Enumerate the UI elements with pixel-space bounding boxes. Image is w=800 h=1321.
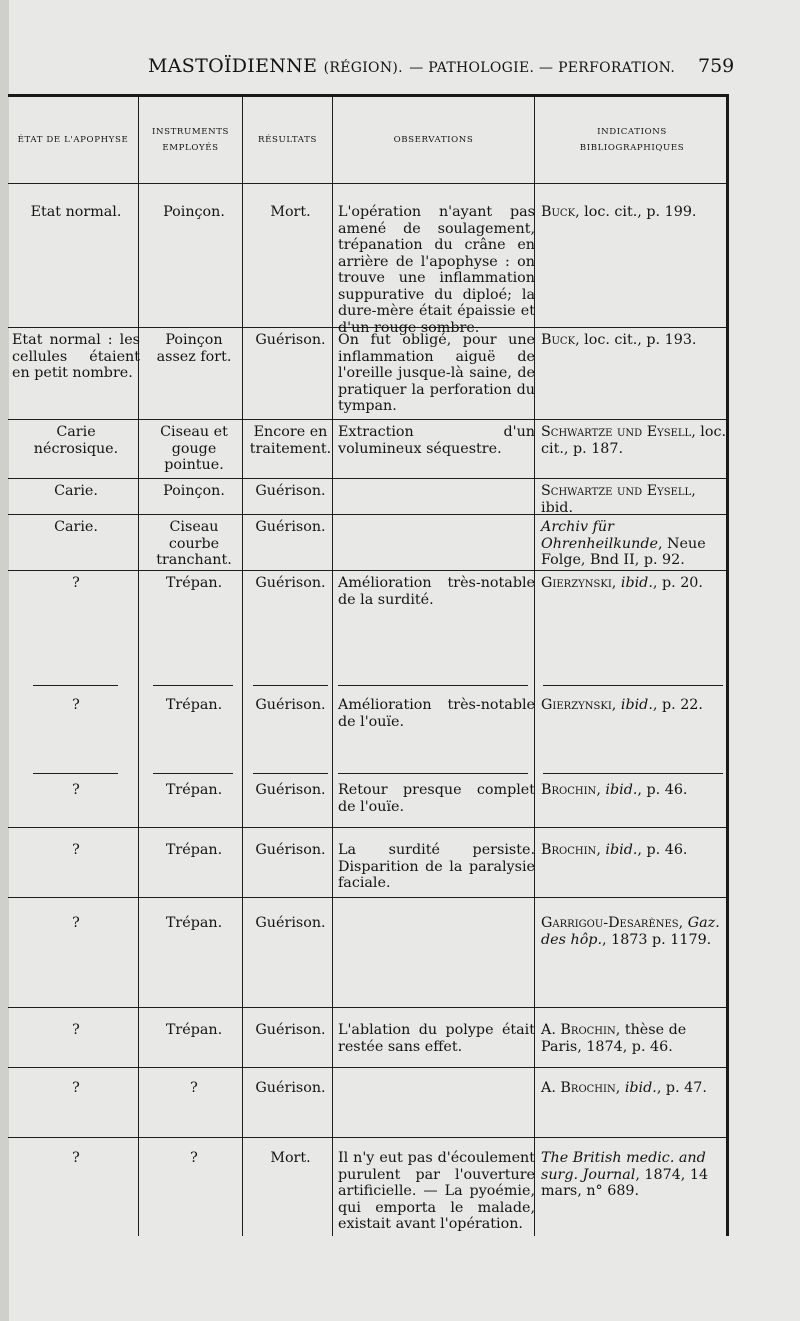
row-separator <box>139 514 242 515</box>
row-separator <box>253 773 328 774</box>
cases-table <box>8 94 729 1236</box>
row-separator <box>535 897 729 898</box>
row-separator <box>253 685 328 686</box>
biblio-sep: , <box>596 782 606 798</box>
biblio-rest: , thèse de Paris, 1874, p. 46. <box>541 1022 687 1055</box>
column-rule <box>138 97 139 1236</box>
title-main: MASTOÏDIENNE <box>148 55 318 77</box>
row-separator <box>333 827 534 828</box>
cell-observation: Amélioration très-notable de l'ouïe. <box>338 697 535 730</box>
row-separator <box>33 773 118 774</box>
biblio-sep: , <box>678 915 688 931</box>
cell-instrument: Ciseau et gouge pointue. <box>160 424 228 473</box>
header-indications <box>535 97 729 183</box>
row-separator <box>243 1137 332 1138</box>
row-separator <box>535 419 729 420</box>
row-separator <box>535 570 729 571</box>
cell-bibliography <box>539 332 727 349</box>
row-separator <box>535 478 729 479</box>
row-separator <box>8 478 138 479</box>
biblio-author: Brochin <box>560 1022 616 1038</box>
row-separator <box>535 327 729 328</box>
cell-etat: ? <box>72 842 80 858</box>
biblio-prefix: A. <box>541 1080 561 1096</box>
row-separator <box>535 1067 729 1068</box>
header-resultats <box>243 97 332 183</box>
cell-etat: ? <box>72 1080 80 1096</box>
page-number: 759 <box>698 55 735 77</box>
cell-instrument: Poinçon. <box>163 204 225 220</box>
cell-etat: Carie. <box>54 483 98 499</box>
row-separator <box>33 685 118 686</box>
cell-instrument: Trépan. <box>165 1022 223 1038</box>
row-separator <box>243 327 332 328</box>
row-separator <box>139 327 242 328</box>
header-observations <box>333 97 534 183</box>
cell-bibliography <box>539 483 727 516</box>
header-resultats-label: RÉSULTATS <box>258 134 317 145</box>
biblio-sep: , <box>611 575 621 591</box>
cell-instrument: Trépan. <box>165 842 223 858</box>
row-separator <box>333 1067 534 1068</box>
cell-observation: L'ablation du polype était restée sans effet. <box>338 1022 535 1055</box>
biblio-italic: ibid. <box>620 575 653 591</box>
biblio-author: Gierzynski <box>541 697 612 713</box>
cell-etat: ? <box>72 1022 80 1038</box>
cell-bibliography <box>539 575 727 592</box>
header-indications-line2: BIBLIOGRAPHIQUES <box>579 143 685 153</box>
row-separator <box>338 773 528 774</box>
cell-observation: L'opération n'ayant pas amené de soulagement, trépanation du crâne en arrière de l'apophyse : on trouve une inflammation suppurative du diploé; la dure-mère était épaissie et d'un rouge sombre. <box>338 204 535 336</box>
row-separator <box>338 685 528 686</box>
row-separator <box>543 773 723 774</box>
row-separator <box>8 327 138 328</box>
cell-instrument: Poinçon assez fort. <box>156 332 232 365</box>
cell-etat: ? <box>72 575 80 591</box>
biblio-author: Schwartze und Eysell <box>541 424 692 440</box>
row-separator <box>333 897 534 898</box>
cell-bibliography <box>539 842 727 859</box>
biblio-italic: ibid. <box>624 1080 657 1096</box>
header-indications-line1: INDICATIONS <box>597 126 667 137</box>
biblio-author: Schwartze und Eysell <box>541 483 692 499</box>
row-separator <box>8 514 138 515</box>
biblio-italic: ibid. <box>605 782 638 798</box>
cell-bibliography <box>539 424 727 457</box>
row-separator <box>8 897 138 898</box>
biblio-prefix: A. <box>541 1022 561 1038</box>
cell-instrument: Ciseau courbe tranchant. <box>156 519 232 568</box>
row-separator <box>243 514 332 515</box>
row-separator <box>333 1007 534 1008</box>
cell-bibliography <box>539 697 727 714</box>
cell-etat: Carie nécrosique. <box>33 424 119 457</box>
cell-resultat: Guérison. <box>255 915 326 931</box>
row-separator <box>333 570 534 571</box>
row-separator <box>543 685 723 686</box>
row-separator <box>8 827 138 828</box>
row-separator <box>535 1137 729 1138</box>
biblio-rest: , ibid. <box>541 483 696 516</box>
row-separator <box>153 773 233 774</box>
row-separator <box>535 827 729 828</box>
row-separator <box>139 570 242 571</box>
biblio-rest: , 1873 p. 1179. <box>602 931 712 948</box>
running-title <box>148 55 675 77</box>
header-rule <box>8 183 726 184</box>
title-paren: (RÉGION). <box>323 60 403 76</box>
cell-resultat: Guérison. <box>255 842 326 858</box>
cell-resultat: Guérison. <box>255 697 326 713</box>
biblio-author: Brochin <box>541 782 597 798</box>
cell-bibliography <box>539 782 727 799</box>
cell-resultat: Encore en traitement. <box>249 424 332 457</box>
cell-resultat: Guérison. <box>255 1022 326 1038</box>
cell-resultat: Guérison. <box>255 483 326 499</box>
row-separator <box>8 1137 138 1138</box>
cell-bibliography <box>539 1022 727 1055</box>
cell-resultat: Guérison. <box>255 575 326 591</box>
cell-resultat: Mort. <box>270 204 311 220</box>
row-separator <box>139 478 242 479</box>
row-separator <box>333 419 534 420</box>
cell-bibliography <box>539 915 727 948</box>
row-separator <box>8 1007 138 1008</box>
row-separator <box>333 514 534 515</box>
column-rule <box>242 97 243 1236</box>
row-separator <box>243 478 332 479</box>
row-separator <box>243 570 332 571</box>
header-instruments-line1: INSTRUMENTS <box>151 126 230 137</box>
biblio-italic: Gaz. des hôp. <box>541 915 720 948</box>
biblio-author: Brochin <box>560 1080 616 1096</box>
cell-observation: Amélioration très-notable de la surdité. <box>338 575 535 608</box>
header-etat-label: ÉTAT DE L'APOPHYSE <box>17 134 129 145</box>
row-separator <box>243 1067 332 1068</box>
cell-resultat: Guérison. <box>255 519 326 535</box>
row-separator <box>153 685 233 686</box>
cell-observation: On fut obligé, pour une inflammation aiguë de l'oreille jusque-là saine, de pratiquer la perforation du tympan. <box>338 332 535 414</box>
row-separator <box>139 419 242 420</box>
biblio-author: Buck <box>541 332 576 348</box>
biblio-author: Brochin <box>541 842 597 858</box>
row-separator <box>535 1007 729 1008</box>
cell-observation: Extraction d'un volumineux séquestre. <box>338 424 535 457</box>
biblio-italic: The British medic. and surg. Journal <box>541 1150 706 1183</box>
cell-etat: Etat normal. <box>30 204 122 220</box>
row-separator <box>8 419 138 420</box>
biblio-rest: , p. 46. <box>637 782 688 798</box>
cell-etat: ? <box>72 915 80 931</box>
row-separator <box>8 1067 138 1068</box>
cell-instrument: Trépan. <box>165 782 223 798</box>
header-instruments-line2: EMPLOYÉS <box>162 143 219 153</box>
row-separator <box>139 827 242 828</box>
cell-etat: Etat normal : les cellules étaient en petit nombre. <box>12 332 140 381</box>
cell-instrument: Trépan. <box>165 575 223 591</box>
row-separator <box>8 570 138 571</box>
row-separator <box>139 897 242 898</box>
row-separator <box>243 897 332 898</box>
biblio-italic: ibid. <box>620 697 653 713</box>
row-separator <box>243 827 332 828</box>
biblio-author: Garrigou-Desarènes <box>541 915 679 931</box>
biblio-sep: , <box>615 1080 625 1096</box>
biblio-rest: , p. 46. <box>637 842 688 858</box>
biblio-sep: , <box>596 842 606 858</box>
row-separator <box>243 419 332 420</box>
cell-bibliography <box>539 519 727 569</box>
biblio-rest: , loc. cit., p. 193. <box>575 332 697 348</box>
biblio-rest: , loc. cit., p. 187. <box>541 424 727 457</box>
cell-instrument: Trépan. <box>165 915 223 931</box>
row-separator <box>333 1137 534 1138</box>
row-separator <box>139 1067 242 1068</box>
cell-observation: La surdité persiste. Disparition de la paralysie faciale. <box>338 842 535 891</box>
row-separator <box>139 1007 242 1008</box>
row-separator <box>243 1007 332 1008</box>
cell-resultat: Guérison. <box>255 782 326 798</box>
row-separator <box>333 478 534 479</box>
cell-bibliography <box>539 1150 727 1200</box>
cell-instrument: ? <box>190 1150 198 1166</box>
cell-resultat: Guérison. <box>255 1080 326 1096</box>
cell-instrument: Poinçon. <box>163 483 225 499</box>
cell-etat: ? <box>72 1150 80 1166</box>
biblio-rest: , 1874, 14 mars, n° 689. <box>541 1166 709 1199</box>
cell-etat: ? <box>72 697 80 713</box>
row-separator <box>139 1137 242 1138</box>
biblio-rest: , p. 20. <box>652 575 703 591</box>
biblio-rest: , p. 22. <box>652 697 703 713</box>
header-etat <box>8 97 138 183</box>
cell-etat: ? <box>72 782 80 798</box>
running-head <box>0 55 800 85</box>
biblio-sep: , <box>611 697 621 713</box>
cell-bibliography <box>539 1080 727 1097</box>
biblio-author: Gierzynski <box>541 575 612 591</box>
biblio-rest: , Neue Folge, Bnd II, p. 92. <box>541 535 706 568</box>
cell-observation: Retour presque complet de l'ouïe. <box>338 782 535 815</box>
header-observations-label: OBSERVATIONS <box>393 134 474 145</box>
title-rest: — PATHOLOGIE. — PERFORATION. <box>409 60 676 76</box>
cell-resultat: Mort. <box>270 1150 311 1166</box>
biblio-rest: , loc. cit., p. 199. <box>575 204 697 220</box>
biblio-italic: ibid. <box>605 842 638 858</box>
cell-observation: Il n'y eut pas d'écoulement purulent par l'ouverture artificielle. — La pyoémie, qui emporta le malade, existait avant l'opération. <box>338 1150 535 1232</box>
header-instruments <box>139 97 242 183</box>
biblio-rest: , p. 47. <box>656 1080 707 1096</box>
biblio-author: Buck <box>541 204 576 220</box>
column-rule <box>332 97 333 1236</box>
cell-bibliography <box>539 204 727 221</box>
cell-etat: Carie. <box>54 519 98 535</box>
biblio-italic: Archiv für Ohrenheilkunde <box>541 519 658 552</box>
cell-instrument: Trépan. <box>165 697 223 713</box>
cell-resultat: Guérison. <box>255 332 326 348</box>
cell-instrument: ? <box>190 1080 198 1096</box>
